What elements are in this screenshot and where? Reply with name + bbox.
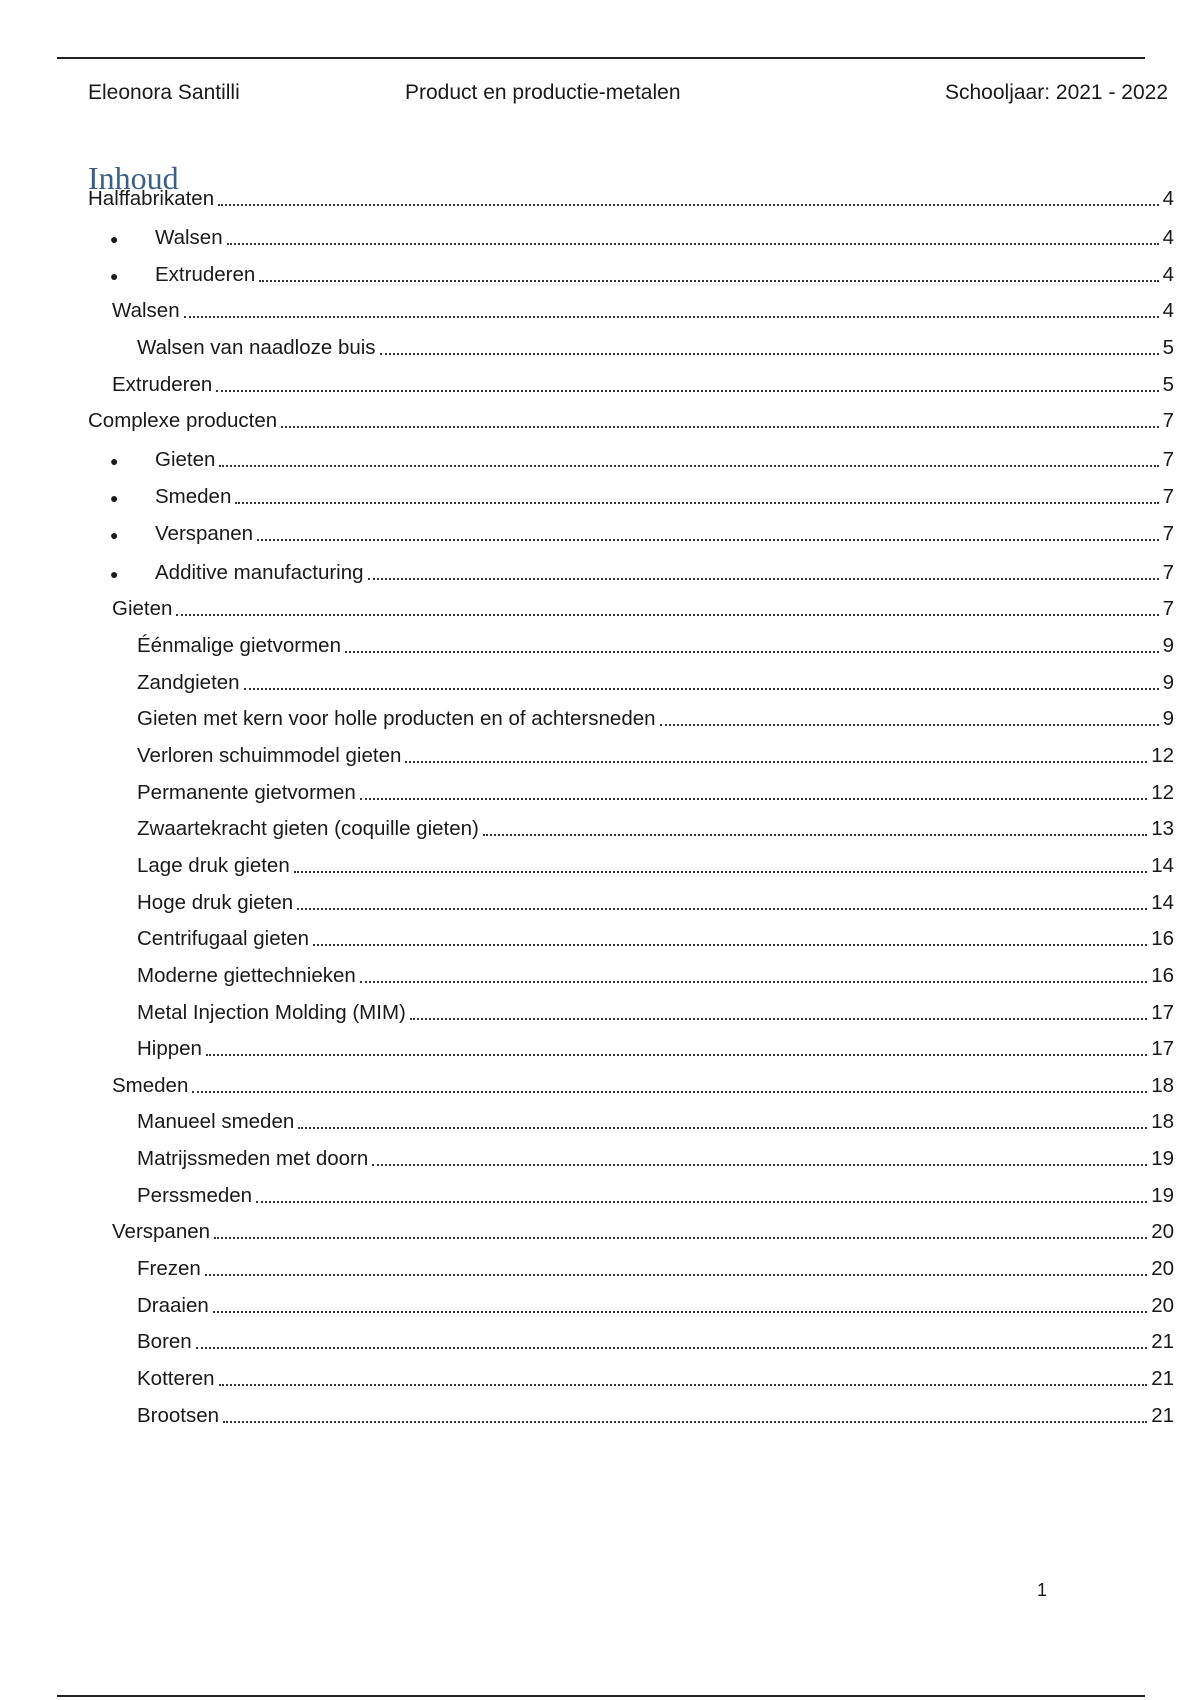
toc-entry-page: 21 xyxy=(1151,1330,1174,1353)
dot-leader xyxy=(205,1254,1147,1284)
toc-entry-page: 14 xyxy=(1151,854,1174,877)
toc-entry-page: 7 xyxy=(1162,597,1174,620)
toc-entry[interactable] xyxy=(137,1144,1174,1174)
toc-entry-label: Verspanen xyxy=(155,522,254,545)
dot-leader xyxy=(176,594,1158,624)
toc-entry-page: 7 xyxy=(1162,561,1174,584)
dot-leader xyxy=(256,1181,1147,1211)
toc-entry-page: 4 xyxy=(1162,226,1174,249)
toc-entry-page: 9 xyxy=(1162,671,1174,694)
dot-leader xyxy=(206,1034,1147,1064)
toc-entry-page: 7 xyxy=(1162,485,1174,508)
dot-leader xyxy=(372,1144,1147,1174)
dot-leader xyxy=(184,296,1159,326)
toc-entry-page: 21 xyxy=(1151,1367,1174,1390)
toc-entry-label: Complexe producten xyxy=(88,409,278,432)
toc-entry-label: Gieten xyxy=(155,448,216,471)
toc-entry[interactable] xyxy=(137,778,1174,808)
toc-entry-page: 7 xyxy=(1162,522,1174,545)
toc-entry-page: 17 xyxy=(1151,1001,1174,1024)
bullet-icon: ● xyxy=(110,566,119,582)
toc-entry-label: Lage druk gieten xyxy=(137,854,290,877)
dot-leader xyxy=(218,184,1158,214)
toc-entry-label: Halffabrikaten xyxy=(88,187,215,210)
bullet-icon: ● xyxy=(110,231,119,247)
toc-entry[interactable] xyxy=(137,1034,1174,1064)
toc-entry-page: 7 xyxy=(1162,409,1174,432)
dot-leader xyxy=(213,1291,1147,1321)
toc-entry[interactable] xyxy=(137,668,1174,698)
dot-leader xyxy=(214,1217,1147,1247)
dot-leader xyxy=(259,260,1158,290)
bullet-icon: ● xyxy=(110,453,119,469)
toc-entry-page: 12 xyxy=(1151,781,1174,804)
dot-leader xyxy=(345,631,1159,661)
toc-entry-page: 12 xyxy=(1151,744,1174,767)
toc-entry[interactable] xyxy=(137,851,1174,881)
toc-entry-page: 19 xyxy=(1151,1184,1174,1207)
toc-entry-label: Kotteren xyxy=(137,1367,215,1390)
toc-entry-page: 4 xyxy=(1162,299,1174,322)
toc-entry-label: Walsen xyxy=(155,226,223,249)
toc-entry[interactable] xyxy=(137,1254,1174,1284)
toc-entry-page: 18 xyxy=(1151,1074,1174,1097)
toc-title: Inhoud xyxy=(88,160,179,196)
toc-entry-page: 5 xyxy=(1162,373,1174,396)
dot-leader xyxy=(216,370,1158,400)
dot-leader xyxy=(298,1107,1147,1137)
toc-entry[interactable] xyxy=(112,594,1174,624)
toc-entry-page: 9 xyxy=(1162,634,1174,657)
dot-leader xyxy=(235,482,1158,512)
dot-leader xyxy=(660,704,1159,734)
bullet-icon: ● xyxy=(110,527,119,543)
toc-entry-page: 4 xyxy=(1162,187,1174,210)
dot-leader xyxy=(360,778,1147,808)
toc-entry-label: Frezen xyxy=(137,1257,201,1280)
toc-entry-page: 14 xyxy=(1151,891,1174,914)
toc-entry-page: 4 xyxy=(1162,263,1174,286)
toc-entry[interactable] xyxy=(112,296,1174,326)
toc-entry-label: Brootsen xyxy=(137,1404,220,1427)
toc-entry-label: Matrijssmeden met doorn xyxy=(137,1147,369,1170)
toc-entry[interactable] xyxy=(112,1071,1174,1101)
toc-entry-label: Smeden xyxy=(112,1074,189,1097)
toc-entry[interactable] xyxy=(137,998,1174,1028)
dot-leader xyxy=(219,445,1158,475)
toc-entry[interactable] xyxy=(137,1291,1174,1321)
dot-leader xyxy=(297,888,1147,918)
toc-entry-label: Draaien xyxy=(137,1294,209,1317)
dot-leader xyxy=(219,1364,1148,1394)
dot-leader xyxy=(405,741,1147,771)
toc-entry-page: 20 xyxy=(1151,1294,1174,1317)
toc-entry-label: Verloren schuimmodel gieten xyxy=(137,744,402,767)
bullet-icon: ● xyxy=(110,268,119,284)
toc-entry-label: Metal Injection Molding (MIM) xyxy=(137,1001,406,1024)
dot-leader xyxy=(410,998,1147,1028)
toc-entry-page: 18 xyxy=(1151,1110,1174,1133)
toc-entry-page: 17 xyxy=(1151,1037,1174,1060)
footer-rule xyxy=(57,1695,1145,1697)
toc-entry[interactable] xyxy=(137,333,1174,363)
toc-entry-page: 16 xyxy=(1151,964,1174,987)
toc-entry-label: Zwaartekracht gieten (coquille gieten) xyxy=(137,817,479,840)
dot-leader xyxy=(380,333,1159,363)
toc-entry-label: Hippen xyxy=(137,1037,202,1060)
toc-entry[interactable] xyxy=(137,631,1174,661)
header-subject: Product en productie-metalen xyxy=(405,81,681,104)
toc-entry-page: 7 xyxy=(1162,448,1174,471)
toc-entry-label: Boren xyxy=(137,1330,192,1353)
page-number: 1 xyxy=(1036,1580,1047,1600)
toc-entry-label: Éénmalige gietvormen xyxy=(137,634,341,657)
toc-entry[interactable] xyxy=(137,1364,1174,1394)
toc-entry-label: Moderne giettechnieken xyxy=(137,964,356,987)
toc-entry[interactable] xyxy=(110,445,1174,475)
toc-entry[interactable] xyxy=(137,741,1174,771)
toc-entry-page: 13 xyxy=(1151,817,1174,840)
dot-leader xyxy=(360,961,1147,991)
toc-entry-label: Permanente gietvormen xyxy=(137,781,356,804)
toc-entry[interactable] xyxy=(137,924,1174,954)
dot-leader xyxy=(483,814,1147,844)
toc-entry-label: Gieten xyxy=(112,597,173,620)
dot-leader xyxy=(227,223,1159,253)
toc-entry-page: 21 xyxy=(1151,1404,1174,1427)
dot-leader xyxy=(223,1401,1147,1431)
toc-entry[interactable] xyxy=(110,519,1174,549)
toc-entry-page: 16 xyxy=(1151,927,1174,950)
toc-entry[interactable] xyxy=(88,184,1174,214)
toc-entry[interactable] xyxy=(137,961,1174,991)
toc-entry[interactable] xyxy=(137,1107,1174,1137)
toc-entry-label: Zandgieten xyxy=(137,671,240,694)
toc-entry[interactable] xyxy=(110,482,1174,512)
dot-leader xyxy=(281,406,1158,436)
toc-entry[interactable] xyxy=(88,406,1174,436)
toc-entry[interactable] xyxy=(137,814,1174,844)
toc-entry-label: Verspanen xyxy=(112,1220,211,1243)
dot-leader xyxy=(244,668,1159,698)
dot-leader xyxy=(313,924,1147,954)
toc-entry[interactable] xyxy=(137,704,1174,734)
toc-entry[interactable] xyxy=(137,1327,1174,1357)
dot-leader xyxy=(196,1327,1147,1357)
toc-entry-page: 5 xyxy=(1162,336,1174,359)
toc-entry-label: Centrifugaal gieten xyxy=(137,927,310,950)
toc-entry-page: 19 xyxy=(1151,1147,1174,1170)
toc-entry-label: Perssmeden xyxy=(137,1184,253,1207)
toc-entry-page: 20 xyxy=(1151,1220,1174,1243)
toc-entry-label: Extruderen xyxy=(155,263,256,286)
toc-entry[interactable] xyxy=(110,558,1174,588)
dot-leader xyxy=(192,1071,1147,1101)
dot-leader xyxy=(368,558,1159,588)
toc-entry[interactable] xyxy=(112,1217,1174,1247)
dot-leader xyxy=(257,519,1159,549)
toc-entry[interactable] xyxy=(137,1181,1174,1211)
toc-entry-label: Hoge druk gieten xyxy=(137,891,294,914)
toc-entry[interactable] xyxy=(110,223,1174,253)
toc-entry-label: Smeden xyxy=(155,485,232,508)
toc-entry-label: Additive manufacturing xyxy=(155,561,364,584)
toc-entry-label: Manueel smeden xyxy=(137,1110,295,1133)
toc-entry[interactable] xyxy=(112,370,1174,400)
dot-leader xyxy=(294,851,1147,881)
toc-entry-label: Gieten met kern voor holle producten en of achtersneden xyxy=(137,707,656,730)
bullet-icon: ● xyxy=(110,490,119,506)
toc-entry[interactable] xyxy=(137,1401,1174,1431)
header-author: Eleonora Santilli xyxy=(88,81,240,104)
toc-entry-label: Walsen van naadloze buis xyxy=(137,336,376,359)
toc-entry[interactable] xyxy=(110,260,1174,290)
toc-entry-page: 20 xyxy=(1151,1257,1174,1280)
toc-entry[interactable] xyxy=(137,888,1174,918)
header-school-year: Schooljaar: 2021 - 2022 xyxy=(945,81,1168,104)
toc-entry-label: Extruderen xyxy=(112,373,213,396)
toc-entry-page: 9 xyxy=(1162,707,1174,730)
toc-entry-label: Walsen xyxy=(112,299,180,322)
